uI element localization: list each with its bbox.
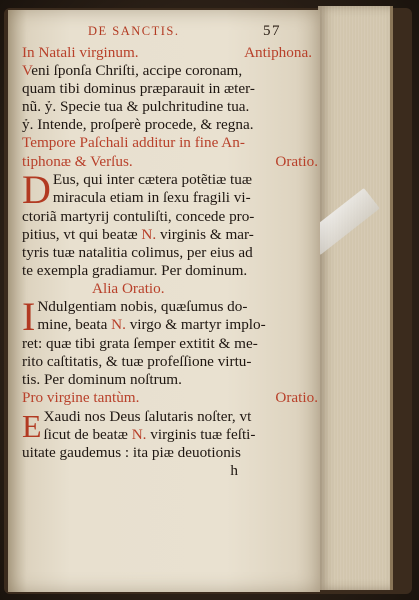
page-fore-edge xyxy=(318,6,393,590)
rubric-line: In Natali virginum. Antiphona. xyxy=(22,44,312,61)
text-line: nũ. ỷ. Specie tua & pulchritudine tua. xyxy=(22,98,250,116)
rubric-line: Pro virgine tantùm. Oratio. xyxy=(22,389,318,407)
prayer-1: D Eus, qui inter cætera potẽtiæ tuæ miracula etiam in ſexu fragili vi- ctoriã martyrij contuliſti, concede pro- pitius, vt qui beatæ N. virginis & mar- tyris tuæ natalitia colimus, per eius ad te exempla gradiamur. Per dominum. xyxy=(22,166,255,279)
drop-cap: I xyxy=(22,294,36,340)
book-page xyxy=(8,10,320,592)
rubric-line: Tempore Paſchali additur in fine An- xyxy=(22,134,245,152)
drop-cap: E xyxy=(22,407,42,444)
rubric-heading: Alia Oratio. xyxy=(92,280,165,298)
prayer-3: E Xaudi nos Deus ſalutaris noſter, vt ſicut de beatæ N. virginis tuæ feſti- uitate gaudemus : ita piæ deuotionis xyxy=(22,407,256,461)
drop-cap: D xyxy=(22,166,51,212)
text-line: ỷ. Intende, proſperè procede, & regna. xyxy=(22,116,254,134)
signature-mark: h xyxy=(230,461,238,479)
running-title: DE SANCTIS. xyxy=(88,24,180,38)
page-number: 57 xyxy=(263,23,281,39)
prayer-2: I Ndulgentiam nobis, quæſumus do- mine, beata N. virgo & martyr implo- ret: quæ tibi grata ſemper extitit & me- rito caſtitatis, & tuæ profeſſione virtu- tis. Per dominum noſtrum. xyxy=(22,294,266,389)
page-text xyxy=(22,44,318,480)
rubric-line: tiphonæ & Verſus. Oratio. xyxy=(22,152,318,170)
text-line: Veni ſponſa Chriſti, accipe coronam, xyxy=(22,62,243,80)
text-line: quam tibi dominus præparauit in æter- xyxy=(22,80,255,98)
